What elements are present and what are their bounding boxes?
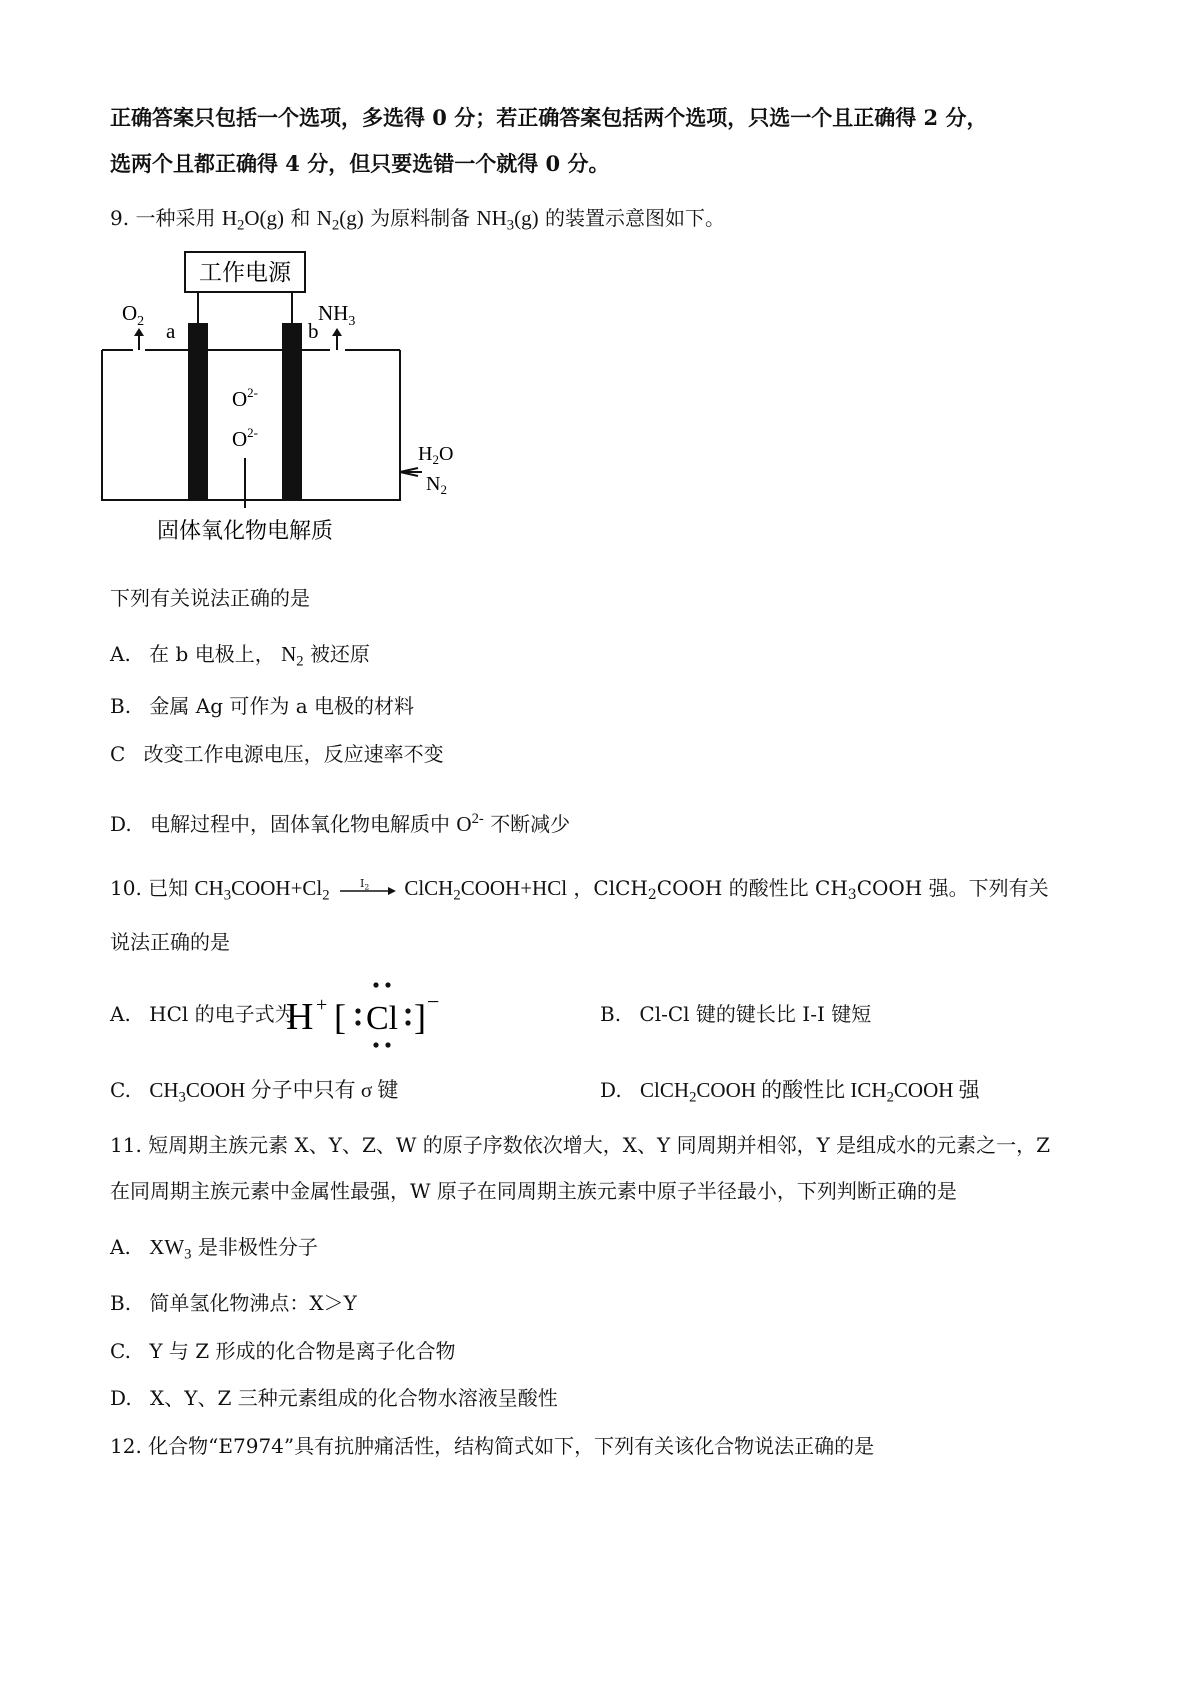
option-label: B.	[110, 1291, 132, 1315]
q11-option-d[interactable]	[110, 1384, 558, 1412]
reaction-arrow	[338, 876, 396, 896]
option-label: D.	[110, 1386, 132, 1410]
option-label: A.	[110, 1002, 131, 1026]
option-text: 在 b 电极上，	[149, 642, 275, 666]
q9-option-d[interactable]	[110, 810, 570, 838]
electrolyte-label: 固体氧化物电解质	[156, 518, 334, 543]
option-text: Cl-Cl 键的键长比 I-I 键短	[639, 1002, 872, 1026]
q9-number: 9.	[110, 206, 130, 230]
q11-option-c[interactable]	[110, 1337, 455, 1365]
option-text-tail: 被还原	[309, 642, 370, 666]
reaction-catalyst-label: $I_2$	[359, 877, 370, 892]
q10-stem-text-1: 已知	[148, 876, 189, 900]
q9-stem	[110, 204, 725, 232]
option-text: Y 与 Z 形成的化合物是离子化合物	[149, 1339, 456, 1363]
hcl-electron-formula	[284, 975, 444, 1055]
q10-option-b[interactable]	[600, 1000, 871, 1028]
option-text: HCl 的电子式为	[149, 1002, 295, 1026]
instructions-line-1: 正确答案只包括一个选项，多选得 0 分；若正确答案包括两个选项，只选一个且正确得 2 分，	[110, 105, 988, 130]
q12-stem-text: 化合物“E7974”具有抗肿痛活性，结构简式如下，下列有关该化合物说法正确的是	[148, 1434, 875, 1458]
q9-formula-nh3: $NH_3(g)$	[476, 206, 539, 234]
svg-text:H: H	[286, 996, 314, 1038]
q10-number: 10.	[110, 876, 142, 900]
option-label: C	[110, 742, 126, 766]
q10-products: ClCH$_2$COOH+HCl	[404, 876, 568, 904]
q11-stem-line-1	[110, 1131, 1050, 1159]
option-text: X、Y、Z 三种元素组成的化合物水溶液呈酸性	[150, 1386, 558, 1410]
inlet-h2o-label: $H_2O$	[418, 443, 454, 467]
formula-oxide-ion: $O^{2-}$	[456, 810, 484, 836]
q9-prompt: 下列有关说法正确的是	[110, 586, 310, 610]
formula-n2: $N_2$	[281, 642, 304, 670]
oxide-ion-1: $O^{2-}$	[232, 385, 259, 411]
instructions-line-2: 选两个且都正确得 4 分，但只要选错一个就得 0 分。	[110, 151, 610, 176]
svg-text:−: −	[427, 989, 440, 1014]
q9-option-c[interactable]	[110, 740, 444, 768]
electrode-a-label: a	[166, 319, 176, 343]
svg-text:+: +	[316, 994, 328, 1016]
nh3-label: $NH_3$	[318, 301, 356, 329]
q9-option-a[interactable]	[110, 640, 370, 668]
q11-option-b[interactable]	[110, 1289, 357, 1317]
option-label: D.	[110, 812, 132, 836]
option-label: A.	[110, 642, 131, 666]
q10-stem-line-2: 说法正确的是	[110, 930, 230, 954]
q10-option-a[interactable]	[110, 1000, 295, 1028]
nh3-outlet-arrow	[332, 328, 342, 336]
formula-xw3: $XW_3$	[149, 1235, 192, 1263]
q10-stem-line-1: 10. 已知 $CH_3COOH+Cl_2$ $I_2$ ClCH$_2$COOH+HCl ，ClCH$_2$COOH 的酸性比 $CH_3COOH$ 强。下列有关	[110, 874, 1049, 902]
q10-option-d[interactable]	[600, 1076, 980, 1104]
electrode-a	[188, 323, 208, 500]
option-text: ClCH$_2$COOH 的酸性比 $ICH_2COOH$ 强	[640, 1078, 980, 1106]
q10-option-c[interactable]	[110, 1076, 398, 1104]
q9-stem-text-2: 和	[290, 206, 311, 230]
option-label: D.	[600, 1078, 622, 1102]
electrode-b-label: b	[308, 319, 319, 343]
option-text: $CH_3COOH$ 分子中只有 σ 键	[149, 1078, 399, 1106]
q12-stem	[110, 1432, 874, 1460]
q10-stem-text-3: COOH 的酸性比 CH	[656, 876, 848, 900]
svg-text:[: [	[334, 997, 346, 1037]
q10-stem-text-4: COOH 强。下列有关	[856, 876, 1049, 900]
option-text-tail: 不断减少	[490, 812, 571, 836]
option-text: 简单氢化物沸点：X＞Y	[149, 1291, 357, 1315]
svg-text:]: ]	[414, 997, 426, 1037]
option-label: B.	[600, 1002, 622, 1026]
q9-formula-n2: $N_2(g)$	[316, 206, 364, 234]
svg-text:Cl: Cl	[366, 1000, 399, 1037]
option-label: A.	[110, 1235, 131, 1259]
inlet-n2-label: $N_2$	[426, 473, 447, 497]
q11-option-a[interactable]	[110, 1233, 318, 1261]
power-source-label: 工作电源	[199, 260, 291, 285]
oxide-ion-2: $O^{2-}$	[232, 425, 259, 451]
q11-stem-line-2: 在同周期主族元素中金属性最强，W 原子在同周期主族元素中原子半径最小，下列判断正确的是	[110, 1179, 957, 1203]
o2-outlet-arrow	[134, 328, 144, 336]
option-text: 电解过程中，固体氧化物电解质中	[150, 812, 451, 836]
option-text: 金属 Ag 可作为 a 电极的材料	[149, 694, 415, 718]
q9-option-b[interactable]	[110, 692, 414, 720]
option-label: C.	[110, 1078, 131, 1102]
o2-label: $O_2$	[122, 301, 145, 329]
q12-number: 12.	[110, 1434, 142, 1458]
q9-stem-text-4: 的装置示意图如下。	[544, 206, 725, 230]
option-text: 是非极性分子	[197, 1235, 318, 1259]
q9-electrolysis-diagram	[100, 248, 500, 568]
option-text: 改变工作电源电压，反应速率不变	[143, 742, 444, 766]
q9-stem-text-1: 一种采用	[135, 206, 216, 230]
q11-stem-text-1: 短周期主族元素 X、Y、Z、W 的原子序数依次增大，X、Y 同周期并相邻，Y 是组成水的元素之一，Z	[148, 1133, 1051, 1157]
option-label: C.	[110, 1339, 131, 1363]
electrode-b	[282, 323, 302, 500]
q11-number: 11.	[110, 1133, 142, 1157]
q9-formula-h2o: $H_2O(g)$	[221, 206, 284, 234]
option-label: B.	[110, 694, 132, 718]
q10-stem-text-2: ，ClCH	[573, 876, 648, 900]
q10-reactants: $CH_3COOH+Cl_2$	[194, 876, 330, 904]
q9-stem-text-3: 为原料制备	[370, 206, 471, 230]
